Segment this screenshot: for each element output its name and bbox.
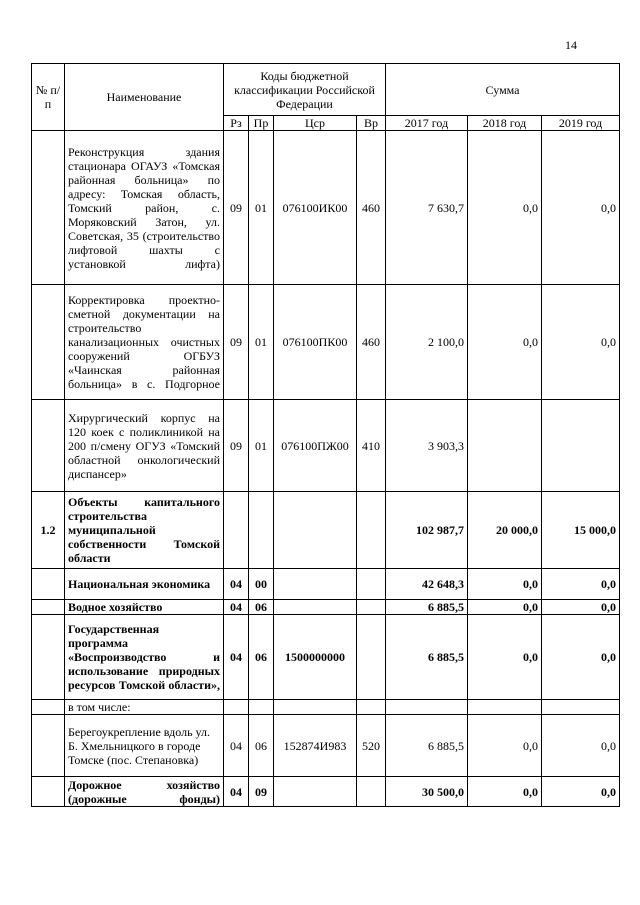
row-vr xyxy=(357,615,386,700)
header-2018: 2018 год xyxy=(468,116,542,131)
row-name: Государственная программа «Воспроизводство и использование природных ресурсов Томской области», xyxy=(65,615,224,700)
row-2019: 0,0 xyxy=(542,131,620,285)
table-row xyxy=(32,615,620,700)
row-csr: 076100ИК00 xyxy=(274,131,357,285)
row-num xyxy=(32,615,65,700)
header-name: Наименование xyxy=(65,64,224,131)
row-vr: 520 xyxy=(357,715,386,777)
header-2019: 2019 год xyxy=(542,116,620,131)
row-vr xyxy=(357,700,386,715)
row-vr xyxy=(357,492,386,569)
header-pr: Пр xyxy=(249,116,274,131)
row-name: Объекты капитального строительства муниципальной собственности Томской области xyxy=(65,492,224,569)
table-row xyxy=(32,131,620,285)
row-pr xyxy=(249,492,274,569)
row-2019 xyxy=(542,700,620,715)
table-header-row xyxy=(32,64,620,116)
row-name: Национальная экономика xyxy=(65,569,224,600)
header-2017: 2017 год xyxy=(386,116,468,131)
row-vr xyxy=(357,569,386,600)
row-rz: 04 xyxy=(224,569,249,600)
row-rz: 04 xyxy=(224,600,249,615)
row-vr xyxy=(357,777,386,807)
row-num xyxy=(32,715,65,777)
row-csr: 152874И983 xyxy=(274,715,357,777)
row-2019: 0,0 xyxy=(542,615,620,700)
row-2018: 0,0 xyxy=(468,615,542,700)
row-rz xyxy=(224,700,249,715)
row-num xyxy=(32,700,65,715)
row-2019: 15 000,0 xyxy=(542,492,620,569)
row-rz: 04 xyxy=(224,715,249,777)
row-2019: 0,0 xyxy=(542,569,620,600)
row-2018: 20 000,0 xyxy=(468,492,542,569)
row-pr: 06 xyxy=(249,600,274,615)
row-pr: 09 xyxy=(249,777,274,807)
table-row xyxy=(32,492,620,569)
header-vr: Вр xyxy=(357,116,386,131)
row-num xyxy=(32,569,65,600)
row-name: Водное хозяйство xyxy=(65,600,224,615)
row-vr: 460 xyxy=(357,285,386,400)
row-2017: 2 100,0 xyxy=(386,285,468,400)
row-2018: 0,0 xyxy=(468,131,542,285)
table-row xyxy=(32,600,620,615)
row-2019 xyxy=(542,400,620,492)
row-2019: 0,0 xyxy=(542,285,620,400)
row-pr: 00 xyxy=(249,569,274,600)
row-num xyxy=(32,777,65,807)
header-csr: Цср xyxy=(274,116,357,131)
row-2019: 0,0 xyxy=(542,777,620,807)
row-num xyxy=(32,285,65,400)
table-row xyxy=(32,569,620,600)
row-2018 xyxy=(468,700,542,715)
row-num xyxy=(32,131,65,285)
row-pr: 06 xyxy=(249,615,274,700)
row-2017: 6 885,5 xyxy=(386,615,468,700)
row-2017: 7 630,7 xyxy=(386,131,468,285)
row-2018: 0,0 xyxy=(468,600,542,615)
header-sum: Сумма xyxy=(386,64,620,116)
row-2019: 0,0 xyxy=(542,715,620,777)
row-vr: 460 xyxy=(357,131,386,285)
row-name: в том числе: xyxy=(65,700,224,715)
row-num xyxy=(32,400,65,492)
row-vr xyxy=(357,600,386,615)
row-2018: 0,0 xyxy=(468,777,542,807)
header-codes: Коды бюджетной классификации Российской Федерации xyxy=(224,64,386,116)
row-2017: 6 885,5 xyxy=(386,715,468,777)
row-csr xyxy=(274,700,357,715)
row-2017: 3 903,3 xyxy=(386,400,468,492)
row-2018: 0,0 xyxy=(468,715,542,777)
table-row xyxy=(32,400,620,492)
row-csr xyxy=(274,492,357,569)
row-2017: 42 648,3 xyxy=(386,569,468,600)
row-vr: 410 xyxy=(357,400,386,492)
row-csr: 076100ПК00 xyxy=(274,285,357,400)
row-rz xyxy=(224,492,249,569)
row-csr: 076100ПЖ00 xyxy=(274,400,357,492)
row-rz: 04 xyxy=(224,777,249,807)
row-name: Дорожное хозяйство (дорожные фонды) xyxy=(65,777,224,807)
row-2017 xyxy=(386,700,468,715)
row-pr: 01 xyxy=(249,285,274,400)
row-pr: 01 xyxy=(249,131,274,285)
header-num: № п/п xyxy=(32,64,65,131)
row-2018: 0,0 xyxy=(468,285,542,400)
row-csr xyxy=(274,569,357,600)
table-row xyxy=(32,700,620,715)
row-2018: 0,0 xyxy=(468,569,542,600)
budget-table xyxy=(31,63,620,807)
table-row xyxy=(32,715,620,777)
row-rz: 09 xyxy=(224,400,249,492)
row-csr: 1500000000 xyxy=(274,615,357,700)
table-row xyxy=(32,285,620,400)
row-num xyxy=(32,600,65,615)
header-rz: Рз xyxy=(224,116,249,131)
row-name: Реконструкция здания стационара ОГАУЗ «Томская районная больница» по адресу: Томская область, Томский район, с. Моряковский Затон, ул. Советская, 35 (строительство лифтовой шахты с установкой лифта) xyxy=(65,131,224,285)
row-2017: 30 500,0 xyxy=(386,777,468,807)
row-pr: 01 xyxy=(249,400,274,492)
row-2019: 0,0 xyxy=(542,600,620,615)
row-rz: 09 xyxy=(224,285,249,400)
row-name: Корректировка проектно-сметной документации на строительство канализационных очистных сооружений ОГБУЗ «Чаинская районная больница» в с. Подгорное xyxy=(65,285,224,400)
row-2017: 102 987,7 xyxy=(386,492,468,569)
row-2017: 6 885,5 xyxy=(386,600,468,615)
row-pr xyxy=(249,700,274,715)
row-num: 1.2 xyxy=(32,492,65,569)
row-pr: 06 xyxy=(249,715,274,777)
row-csr xyxy=(274,600,357,615)
row-name: Хирургический корпус на 120 коек с поликлиникой на 200 п/смену ОГУЗ «Томский областной онкологический диспансер» xyxy=(65,400,224,492)
row-csr xyxy=(274,777,357,807)
row-rz: 09 xyxy=(224,131,249,285)
table-row xyxy=(32,777,620,807)
row-2018 xyxy=(468,400,542,492)
row-name: Берегоукрепление вдоль ул. Б. Хмельницкого в городе Томске (пос. Степановка) xyxy=(65,715,224,777)
row-rz: 04 xyxy=(224,615,249,700)
page-number: 14 xyxy=(565,38,577,52)
